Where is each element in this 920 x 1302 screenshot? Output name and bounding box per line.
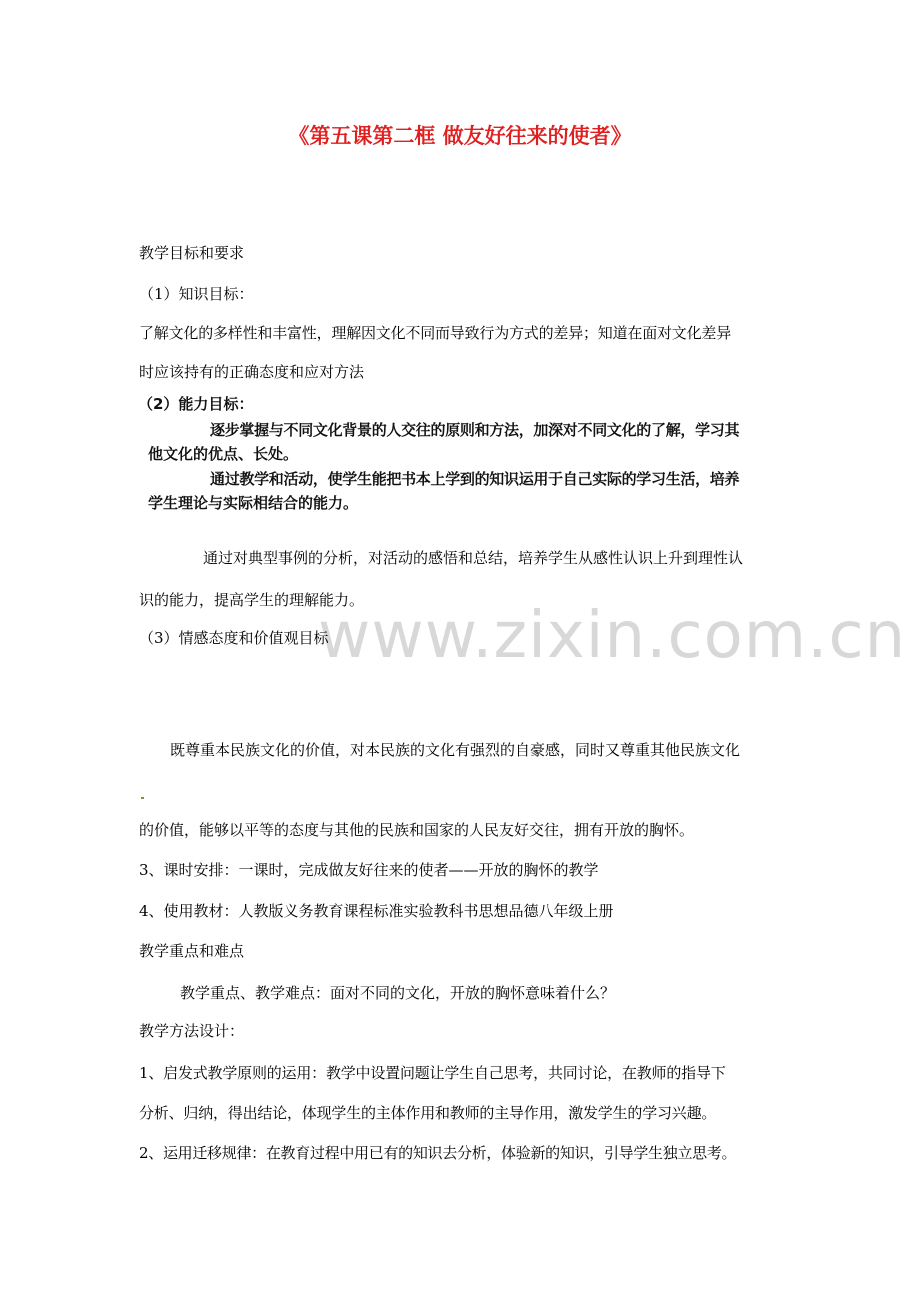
document-title: 《第五课第二框 做友好往来的使者》 <box>288 124 632 148</box>
knowledge-goal-line-1: 了解文化的多样性和丰富性，理解因文化不同而导致行为方式的差异；知道在面对文化差异 <box>139 324 732 342</box>
key-points-line: 教学重点、教学难点：面对不同的文化，开放的胸怀意味着什么？ <box>180 984 616 1002</box>
ability-goal-line-1: 逐步掌握与不同文化背景的人交往的原则和方法，加深对不同文化的了解，学习其 <box>210 421 740 439</box>
ability-goal-extra-line-2: 识的能力，提高学生的理解能力。 <box>139 591 365 609</box>
emotion-goal-line-1: 既尊重本民族文化的价值，对本民族的文化有强烈的自豪感，同时又尊重其他民族文化 <box>170 741 741 759</box>
knowledge-goal-heading: （1）知识目标： <box>139 285 254 303</box>
emotion-goal-line-2: 的价值，能够以平等的态度与其他的民族和国家的人民友好交往，拥有开放的胸怀。 <box>139 821 695 839</box>
class-arrangement: 3、课时安排：一课时，完成做友好往来的使者——开放的胸怀的教学 <box>139 861 599 879</box>
emotion-goal-heading: （3）情感态度和价值观目标 <box>139 629 329 647</box>
ability-goal-line-2: 他文化的优点、长处。 <box>148 445 299 463</box>
method-line-1: 1、启发式教学原则的运用：教学中设置问题让学生自己思考，共同讨论，在教师的指导下 <box>139 1064 726 1082</box>
ability-goal-extra-line-1: 通过对典型事例的分析，对活动的感悟和总结，培养学生从感性认识上升到理性认 <box>203 549 744 567</box>
watermark: www.zixin.com.cn <box>318 599 907 673</box>
ability-goal-line-4: 学生理论与实际相结合的能力。 <box>148 494 359 512</box>
ability-goal-image <box>128 392 800 520</box>
textbook-used: 4、使用教材：人教版义务教育课程标准实验教科书思想品德八年级上册 <box>139 902 614 920</box>
method-heading: 教学方法设计： <box>139 1022 245 1040</box>
key-points-heading: 教学重点和难点 <box>139 942 245 960</box>
method-line-3: 2、运用迁移规律：在教育过程中用已有的知识去分析，体验新的知识，引导学生独立思考。 <box>139 1144 737 1162</box>
method-line-2: 分析、归纳，得出结论，体现学生的主体作用和教师的主导作用，激发学生的学习兴趣。 <box>139 1104 717 1122</box>
ability-goal-heading: （2）能力目标： <box>138 395 254 413</box>
margin-mark <box>141 797 144 799</box>
section-heading-objectives: 教学目标和要求 <box>139 244 245 262</box>
ability-goal-line-3: 通过教学和活动，使学生能把书本上学到的知识运用于自己实际的学习生活，培养 <box>210 470 740 488</box>
knowledge-goal-line-2: 时应该持有的正确态度和应对方法 <box>139 363 365 381</box>
